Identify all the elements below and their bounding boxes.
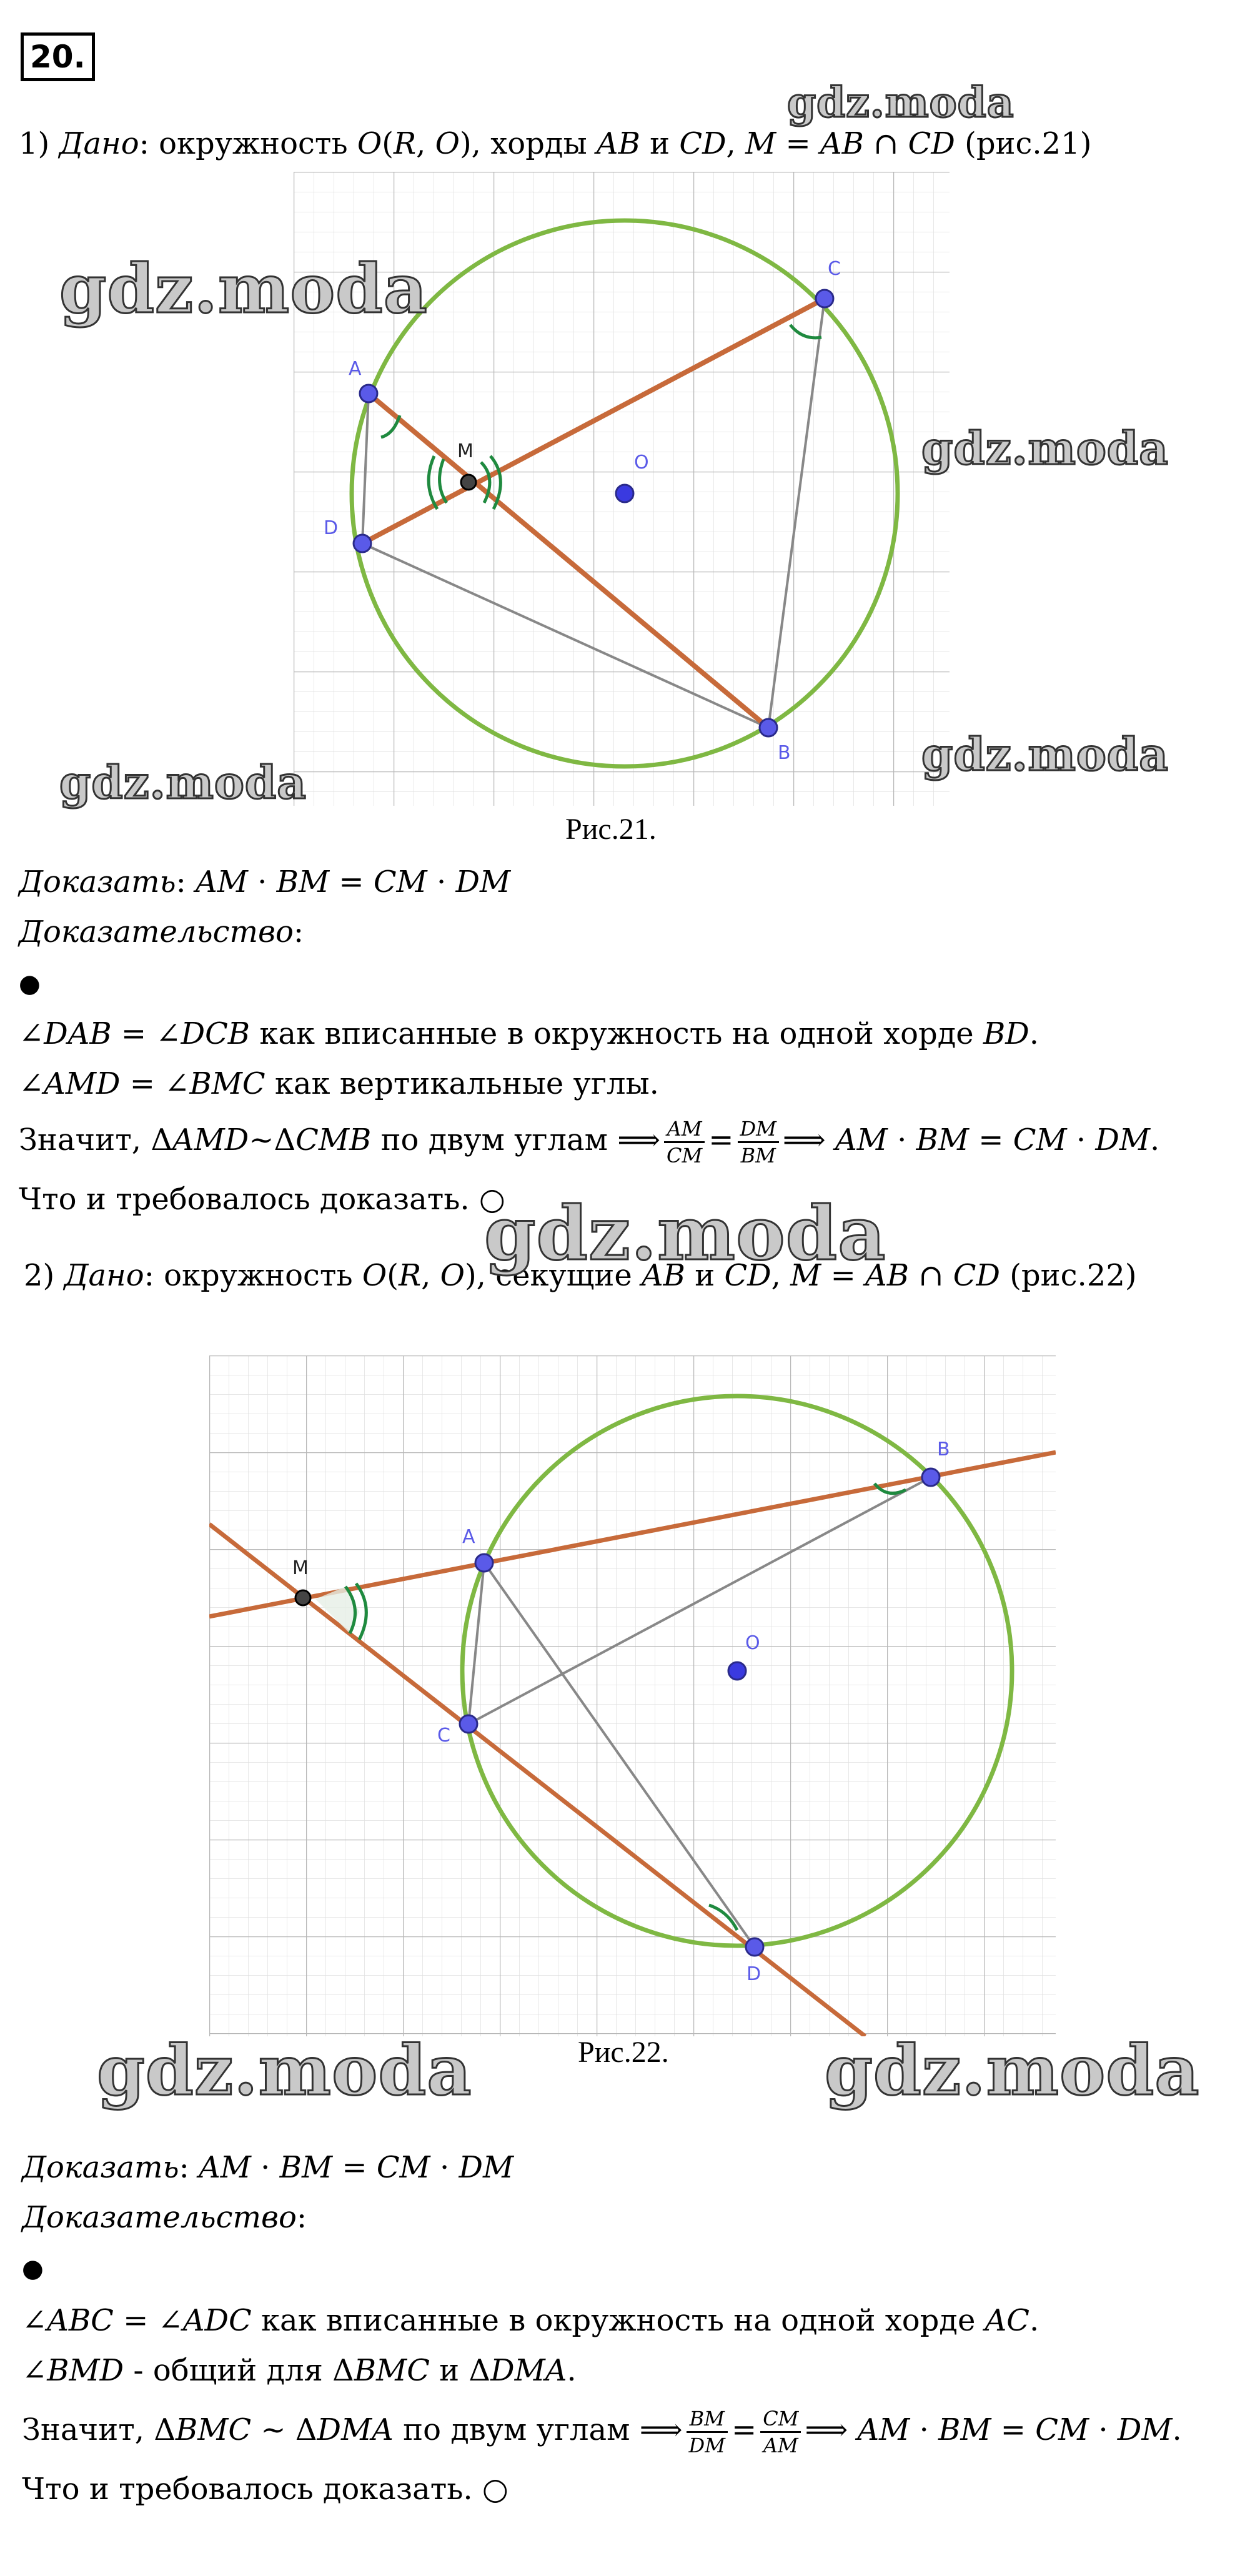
point-a	[475, 1554, 493, 1572]
part1-line2: ∠𝐴𝑀𝐷 = ∠𝐵𝑀𝐶 как вертикальные углы.	[19, 1066, 659, 1101]
label-m: M	[457, 440, 474, 462]
given-text: : окружность 𝑂(𝑅, 𝑂), хорды 𝐴𝐵 и 𝐶𝐷, 𝑀 = 𝐴𝐵 ∩ 𝐶𝐷 (рис.21)	[139, 126, 1092, 161]
proof-label: Доказательство	[22, 2200, 297, 2235]
watermark: gdz.moda	[484, 1190, 886, 1277]
label-d: D	[324, 517, 339, 539]
part1-line3: Значит, Δ𝐴𝑀𝐷~Δ𝐶𝑀𝐵 по двум углам ⟹ $\frac{\text{𝐴𝑀}}{\text{𝐶𝑀}}$ = $\frac{\text{𝐷𝑀}}{\text{𝐵𝑀}}$ ⟹ 𝐴𝑀 · 𝐵𝑀 = 𝐶𝑀 · 𝐷𝑀.	[19, 1117, 1160, 1167]
label-a: A	[462, 1526, 475, 1548]
label-b: B	[937, 1439, 950, 1460]
label-m: M	[292, 1557, 309, 1579]
given-label: Дано	[59, 126, 139, 161]
watermark: gdz.moda	[97, 2030, 472, 2111]
watermark: gdz.moda	[921, 422, 1169, 475]
proof-colon: :	[293, 914, 304, 949]
point-c	[460, 1715, 477, 1733]
figure-22	[209, 1355, 1056, 2036]
point-m	[295, 1590, 310, 1605]
part2-bullet: ●	[22, 2254, 44, 2283]
proof-colon: :	[296, 2200, 307, 2235]
part2-line3: Значит, Δ𝐵𝑀𝐶 ~ Δ𝐷𝑀𝐴 по двум углам ⟹ $\frac{\text{𝐵𝑀}}{\text{𝐷𝑀}}$ = $\frac{\text{𝐶𝑀}}{\text{𝐴𝑀}}$ ⟹ 𝐴𝑀 · 𝐵𝑀 = 𝐶𝑀 · 𝐷𝑀.	[22, 2407, 1182, 2457]
part2-qed: Что и требовалось доказать. ○	[22, 2472, 508, 2507]
label-o: O	[634, 452, 649, 473]
part1-line1: ∠𝐷𝐴𝐵 = ∠𝐷𝐶𝐵 как вписанные в окружность на одной хорде 𝐵𝐷.	[19, 1016, 1039, 1051]
point-m	[461, 475, 476, 490]
caption-22: Рис.22.	[578, 2036, 669, 2069]
label-b: B	[778, 742, 791, 764]
prove-text: : 𝐴𝑀 · 𝐵𝑀 = 𝐶𝑀 · 𝐷𝑀	[179, 2150, 514, 2185]
fraction-dm-bm: $\frac{\text{𝐷𝑀}}{\text{𝐵𝑀}}$	[738, 1116, 779, 1168]
label-c: C	[437, 1725, 450, 1746]
label-d: D	[747, 1963, 761, 1985]
line3-end: ⟹ 𝐴𝑀 · 𝐵𝑀 = 𝐶𝑀 · 𝐷𝑀.	[782, 1122, 1160, 1157]
point-o	[728, 1662, 746, 1680]
prove-label: Доказать	[19, 864, 176, 899]
part1-given: 1) Дано: окружность 𝑂(𝑅, 𝑂), хорды 𝐴𝐵 и 𝐶𝐷, 𝑀 = 𝐴𝐵 ∩ 𝐶𝐷 (рис.21)	[19, 126, 1092, 161]
watermark: gdz.moda	[921, 728, 1169, 781]
label-c: C	[828, 258, 841, 280]
watermark: gdz.moda	[825, 2030, 1200, 2111]
fraction-cm-am: $\frac{\text{𝐶𝑀}}{\text{𝐴𝑀}}$	[760, 2406, 801, 2458]
part2-line2: ∠𝐵𝑀𝐷 - общий для Δ𝐵𝑀𝐶 и Δ𝐷𝑀𝐴.	[22, 2353, 577, 2388]
line3-start: Значит, Δ𝐵𝑀𝐶 ~ Δ𝐷𝑀𝐴 по двум углам ⟹	[22, 2412, 683, 2447]
label-o: O	[745, 1632, 760, 1654]
part1-prove	[19, 863, 510, 901]
prove-text: : 𝐴𝑀 · 𝐵𝑀 = 𝐶𝑀 · 𝐷𝑀	[176, 864, 511, 899]
given-label: Дано	[64, 1258, 144, 1293]
part2-line1: ∠𝐴𝐵𝐶 = ∠𝐴𝐷𝐶 как вписанные в окружность на одной хорде 𝐴𝐶.	[22, 2303, 1039, 2338]
point-d	[354, 535, 371, 552]
point-o	[616, 485, 633, 502]
point-c	[816, 290, 833, 307]
part2-prove	[22, 2149, 513, 2186]
problem-number: 20.	[21, 32, 95, 81]
part2-given: 2) Дано: окружность 𝑂(𝑅, 𝑂), секущие 𝐴𝐵 и 𝐶𝐷, 𝑀 = 𝐴𝐵 ∩ 𝐶𝐷 (рис.22)	[24, 1258, 1137, 1293]
fraction-am-cm: $\frac{\text{𝐴𝑀}}{\text{𝐶𝑀}}$	[664, 1116, 705, 1168]
watermark: gdz.moda	[59, 756, 307, 809]
line3-start: Значит, Δ𝐴𝑀𝐷~Δ𝐶𝑀𝐵 по двум углам ⟹	[19, 1122, 661, 1157]
watermark: gdz.moda	[787, 78, 1014, 127]
label-a: A	[349, 358, 362, 380]
watermark: gdz.moda	[59, 250, 428, 329]
fraction-bm-dm: $\frac{\text{𝐵𝑀}}{\text{𝐷𝑀}}$	[687, 2406, 728, 2458]
caption-21: Рис.21.	[565, 813, 657, 846]
point-d	[746, 1938, 763, 1956]
part1-bullet: ●	[19, 969, 41, 998]
part2-proof-label	[22, 2199, 307, 2236]
point-b	[922, 1469, 940, 1486]
given-text: : окружность 𝑂(𝑅, 𝑂), секущие 𝐴𝐵 и 𝐶𝐷, 𝑀 = 𝐴𝐵 ∩ 𝐶𝐷 (рис.22)	[144, 1258, 1137, 1293]
line3-end: ⟹ 𝐴𝑀 · 𝐵𝑀 = 𝐶𝑀 · 𝐷𝑀.	[805, 2412, 1182, 2447]
part1-proof-label	[19, 913, 304, 951]
proof-label: Доказательство	[19, 914, 294, 949]
point-b	[760, 719, 777, 736]
prove-label: Доказать	[22, 2150, 179, 2185]
grid	[209, 1355, 1056, 2036]
point-a	[360, 385, 377, 402]
part1-qed: Что и требовалось доказать. ○	[19, 1182, 505, 1217]
